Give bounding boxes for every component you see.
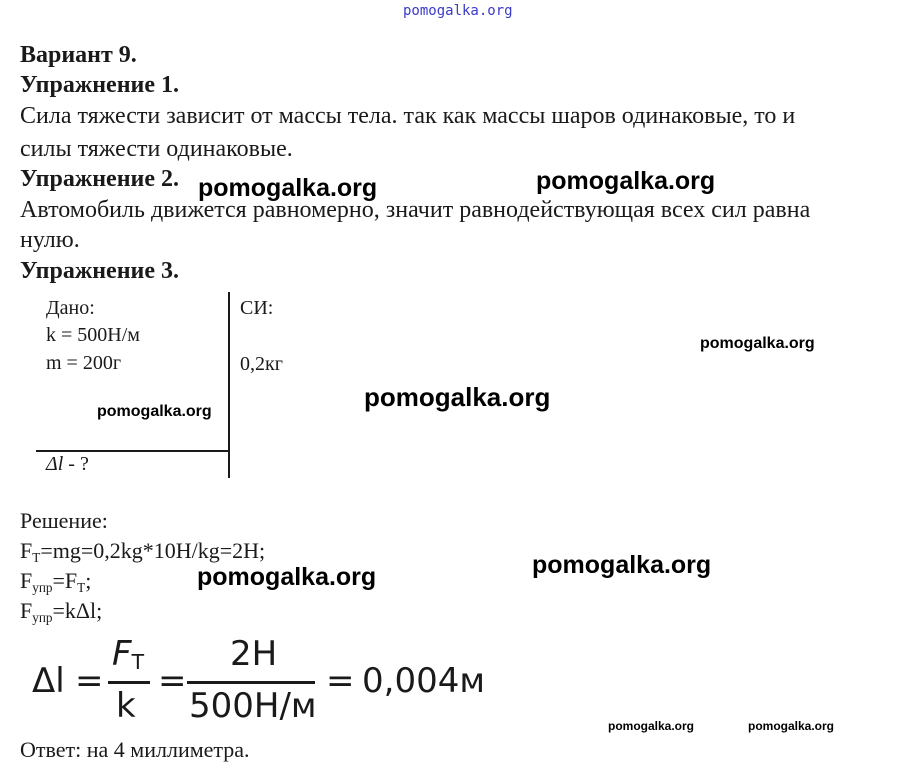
si-header: СИ: (240, 297, 274, 319)
formula-eq2: = (158, 661, 187, 701)
solution-line1 (20, 538, 265, 566)
formula-num1 (112, 634, 144, 674)
unknown-suffix: - ? (63, 453, 89, 475)
exercise1-line2: силы тяжести одинаковые. (20, 136, 293, 162)
answer-line: Ответ: на 4 миллиметра. (20, 737, 250, 762)
force-subscript: T (32, 550, 41, 565)
force-symbol: F (20, 598, 33, 623)
formula-num2: 2Н (230, 634, 278, 674)
unknown-symbol: Δl (46, 453, 64, 475)
watermark: pomogalka.org (700, 335, 815, 352)
given-m: m = 200г (46, 352, 122, 374)
site-link[interactable]: pomogalka.org (403, 3, 513, 19)
exercise2-title: Упражнение 2. (20, 166, 180, 192)
watermark: pomogalka.org (608, 719, 695, 733)
force-subscript: упр (32, 610, 53, 625)
formula-den1: k (116, 686, 136, 726)
watermark: pomogalka.org (198, 174, 378, 202)
fraction-bar-2 (187, 681, 315, 684)
exercise3-title: Упражнение 3. (20, 258, 180, 284)
solution-line2 (20, 568, 91, 596)
formula-result: 0,004м (362, 661, 485, 701)
solution-line2-mid: =F (52, 568, 78, 593)
formula-force-symbol: F (112, 634, 132, 674)
formula-eq1: = (75, 661, 104, 701)
given-k: k = 500Н/м (46, 324, 140, 346)
si-m-value: 0,2кг (240, 353, 283, 375)
formula-lhs: Δl (32, 661, 65, 701)
exercise2-line2: нулю. (20, 227, 80, 253)
fraction-bar-1 (108, 681, 150, 684)
given-unknown (46, 453, 89, 476)
formula-eq3: = (326, 661, 355, 701)
watermark: pomogalka.org (97, 403, 212, 420)
force-symbol: F (20, 538, 33, 563)
solution-line3-text: =kΔl; (52, 598, 103, 623)
given-header: Дано: (46, 297, 95, 319)
force-symbol: F (20, 568, 33, 593)
watermark: pomogalka.org (748, 719, 835, 733)
solution-header: Решение: (20, 508, 108, 533)
solution-line1-text: =mg=0,2kg*10H/kg=2H; (40, 538, 266, 563)
solution-line3 (20, 598, 102, 626)
watermark: pomogalka.org (364, 382, 551, 412)
formula-force-subscript: T (131, 650, 145, 674)
watermark: pomogalka.org (536, 167, 716, 195)
exercise2-line1: Автомобиль движется равномерно, значит равнодействующая всех сил равна (20, 197, 811, 223)
force-subscript: T (77, 580, 86, 595)
exercise1-line1: Сила тяжести зависит от массы тела. так как массы шаров одинаковые, то и (20, 103, 796, 129)
force-subscript: упр (32, 580, 53, 595)
formula-den2: 500Н/м (189, 686, 317, 726)
watermark: pomogalka.org (197, 563, 377, 591)
variant-title: Вариант 9. (20, 42, 137, 68)
table-horizontal-divider (36, 450, 229, 452)
solution-line2-end: ; (85, 568, 92, 593)
exercise1-title: Упражнение 1. (20, 72, 180, 98)
watermark: pomogalka.org (532, 551, 712, 579)
